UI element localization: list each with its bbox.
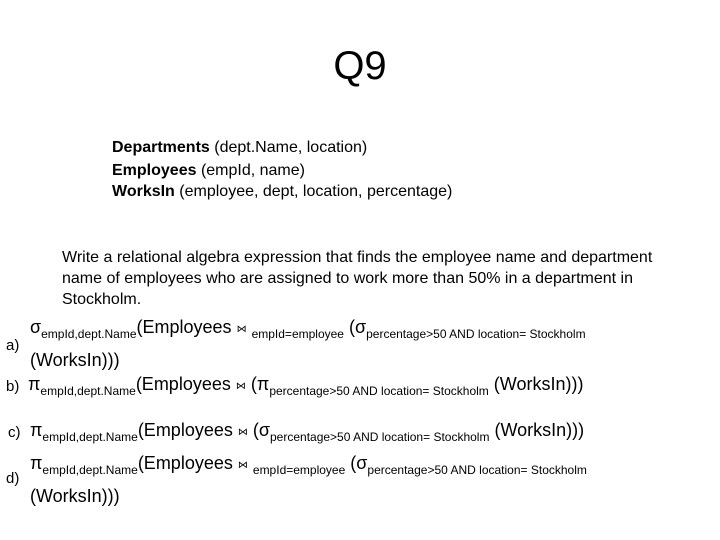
- schema-employees: [112, 162, 305, 180]
- option-a-label: a): [6, 337, 20, 354]
- option-d-tail: (WorksIn))): [30, 486, 120, 506]
- option-a-operator: σ: [30, 317, 42, 337]
- schema-attributes: (employee, dept, location, percentage): [179, 183, 453, 200]
- option-d-join-condition: empId=employee: [252, 463, 346, 477]
- option-a-selection-operator: (σ: [348, 317, 367, 337]
- option-b-relation: (Employees: [135, 374, 231, 394]
- join-icon: ⋈: [237, 427, 248, 438]
- join-icon: ⋈: [235, 381, 246, 392]
- option-c-selection-operator: (σ: [252, 420, 270, 440]
- option-b-projection: empId,dept.Name: [40, 384, 136, 398]
- option-a-tail: (WorksIn))): [30, 350, 120, 370]
- option-d-operator: π: [30, 453, 43, 473]
- option-b-label: b): [6, 378, 20, 395]
- option-c-selection-condition: percentage>50 AND location= Stockholm: [270, 430, 490, 444]
- option-c-expression: [30, 420, 584, 444]
- option-a-selection-condition: percentage>50 AND location= Stockholm: [366, 327, 586, 341]
- option-d-projection: empId,dept.Name: [42, 463, 138, 477]
- option-b-expression: [28, 374, 583, 398]
- option-c-projection: empId,dept.Name: [42, 430, 138, 444]
- schema-attributes: (dept.Name, location): [214, 139, 368, 156]
- join-icon: ⋈: [236, 324, 247, 335]
- option-c-label: c): [8, 424, 21, 441]
- option-d-selection-operator: (σ: [350, 453, 368, 473]
- option-a-join-condition: empId=employee: [251, 327, 344, 341]
- option-b-tail: (WorksIn))): [493, 374, 584, 394]
- option-c-operator: π: [30, 420, 43, 440]
- join-icon: ⋈: [237, 460, 248, 471]
- option-c-tail: (WorksIn))): [494, 420, 585, 440]
- option-c-relation: (Employees: [137, 420, 233, 440]
- option-d-selection-condition: percentage>50 AND location= Stockholm: [367, 463, 587, 477]
- question-text: Write a relational algebra expression that finds the employee name and department name of employees who are assigned to work more than 50% in a department in Stockholm.: [62, 249, 653, 308]
- schema-relation-name: Employees: [112, 162, 197, 179]
- schema-departments: [112, 139, 367, 157]
- schema-worksin: [112, 183, 452, 201]
- schema-relation-name: Departments: [112, 139, 210, 156]
- option-b-inner-operator: (π: [250, 374, 270, 394]
- option-a-projection: empId,dept.Name: [41, 327, 137, 341]
- option-d-label: d): [6, 470, 20, 487]
- schema-relation-name: WorksIn: [112, 183, 175, 200]
- option-a-expression: [30, 317, 586, 341]
- schema-attributes: (empId, name): [200, 162, 305, 179]
- slide-title: Q9: [333, 44, 387, 88]
- option-d-relation: (Employees: [137, 453, 233, 473]
- option-a-relation: (Employees: [136, 317, 232, 337]
- option-b-operator: π: [28, 374, 41, 394]
- option-b-selection-condition: percentage>50 AND location= Stockholm: [269, 384, 489, 398]
- option-d-expression: [30, 453, 587, 477]
